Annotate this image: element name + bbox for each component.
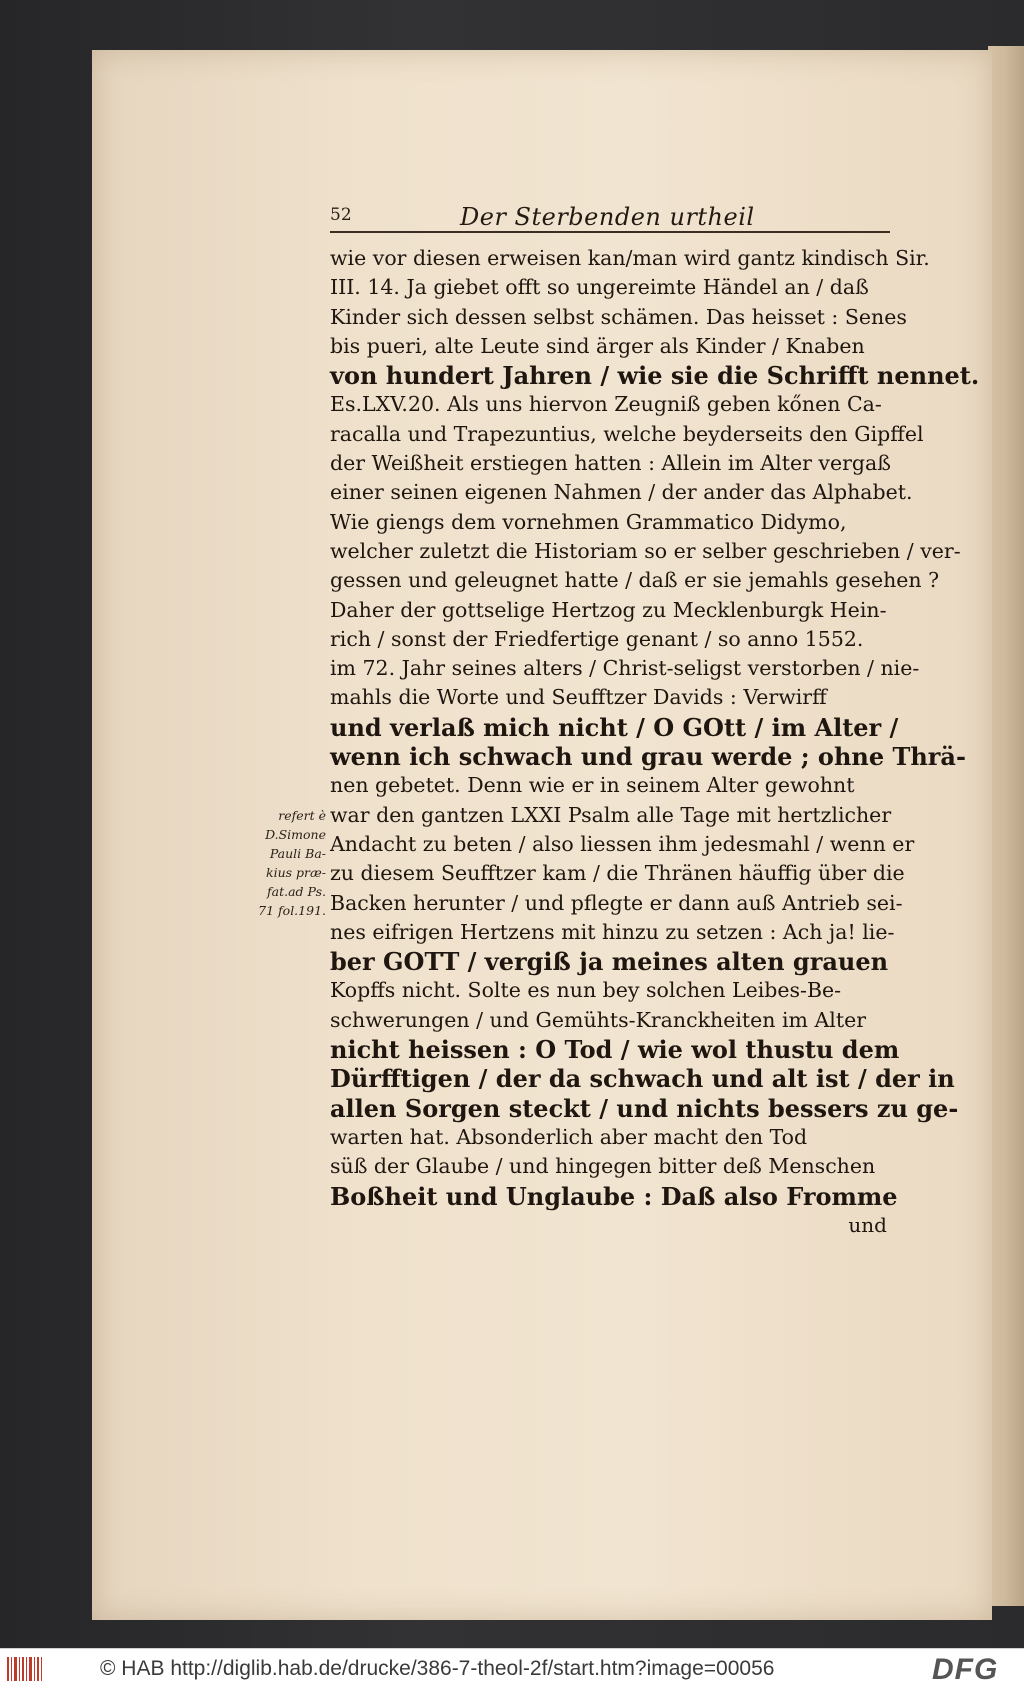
marginal-note-line: refert è xyxy=(278,808,326,823)
text-line: einer seinen eigenen Nahmen / der ander das Alphabet. xyxy=(330,480,913,505)
text-line: bis pueri, alte Leute sind ärger als Kinder / Knaben xyxy=(330,333,865,358)
text-line: nes eifrigen Hertzens mit hinzu zu setzen : Ach ja! lie- xyxy=(330,919,895,944)
page-header xyxy=(330,203,890,233)
text-line: zu diesem Seufftzer kam / die Thränen häuffig über die xyxy=(330,861,905,886)
marginal-note-line: fat.ad Ps. xyxy=(267,884,326,899)
marginal-note xyxy=(240,806,326,920)
text-line: Dürfftigen / der da schwach und alt ist / der in xyxy=(330,1064,955,1094)
text-line: allen Sorgen steckt / und nichts bessers zu ge- xyxy=(330,1093,959,1123)
marginal-note-line: D.Simone xyxy=(265,827,326,842)
text-line: der Weißheit erstiegen hatten : Allein im Alter vergaß xyxy=(330,451,891,476)
marginal-note-line: kius præ- xyxy=(266,865,326,880)
text-line: von hundert Jahren / wie sie die Schrifft nennet. xyxy=(330,361,980,391)
text-line: welcher zuletzt die Historiam so er selber geschrieben / ver- xyxy=(330,538,961,563)
text-line: Andacht zu beten / also liessen ihm jedesmahl / wenn er xyxy=(330,831,915,856)
text-line: nicht heissen : O Tod / wie wol thustu dem xyxy=(330,1035,900,1065)
text-line: schwerungen / und Gemühts-Kranckheiten im Alter xyxy=(330,1007,867,1032)
text-line: racalla und Trapezuntius, welche beyderseits den Gipffel xyxy=(330,421,924,446)
text-line: Kopffs nicht. Solte es nun bey solchen Leibes-Be- xyxy=(330,978,842,1003)
text-line: süß der Glaube / und hingegen bitter deß Menschen xyxy=(330,1154,876,1179)
text-line: Wie giengs dem vornehmen Grammatico Didymo, xyxy=(330,509,847,534)
text-line: Daher der gottselige Hertzog zu Mecklenburgk Hein- xyxy=(330,597,887,622)
adjacent-page-edge xyxy=(988,46,1024,1606)
text-line: Boßheit und Unglaube : Daß also Fromme xyxy=(330,1181,898,1211)
text-line: mahls die Worte und Seufftzer Davids : Verwirff xyxy=(330,685,827,710)
text-line: rich / sonst der Friedfertige genant / so anno 1552. xyxy=(330,626,864,651)
text-line: Backen herunter / und pflegte er dann auß Antrieb sei- xyxy=(330,890,903,915)
copyright-url[interactable]: © HAB http://diglib.hab.de/drucke/386-7-theol-2f/start.htm?image=00056 xyxy=(100,1657,775,1680)
page-number: 52 xyxy=(330,205,352,225)
text-line: im 72. Jahr seines alters / Christ-seligst verstorben / nie- xyxy=(330,656,920,681)
text-line: III. 14. Ja giebet offt so ungereimte Händel an / daß xyxy=(330,275,869,300)
text-line: war den gantzen LXXI Psalm alle Tage mit hertzlicher xyxy=(330,802,892,827)
barcode-icon xyxy=(6,1655,46,1683)
marginal-note-line: Pauli Ba- xyxy=(269,846,326,861)
text-line: wie vor diesen erweisen kan/man wird gantz kindisch Sir. xyxy=(330,246,930,270)
text-line: ber GOTT / vergiß ja meines alten grauen xyxy=(330,947,889,977)
dfg-logo: DFG xyxy=(932,1653,999,1686)
text-line: gessen und geleugnet hatte / daß er sie jemahls gesehen ? xyxy=(330,568,940,593)
body-text xyxy=(330,244,980,1240)
text-line: nen gebetet. Denn wie er in seinem Alter gewohnt xyxy=(330,773,855,798)
text-line: wenn ich schwach und grau werde ; ohne Thrä- xyxy=(330,742,966,772)
marginal-note-line: 71 fol.191. xyxy=(258,903,326,918)
text-line: Es.LXV.20. Als uns hiervon Zeugniß geben kőnen Ca- xyxy=(330,392,882,417)
text-line: und verlaß mich nicht / O GOtt / im Alter / xyxy=(330,712,899,742)
running-head: Der Sterbenden urtheil xyxy=(460,203,755,231)
text-line: warten hat. Absonderlich aber macht den Tod xyxy=(330,1124,808,1149)
text-line: Kinder sich dessen selbst schämen. Das heisset : Senes xyxy=(330,304,907,329)
catchword: und xyxy=(848,1212,887,1237)
viewer-footer xyxy=(0,1648,1024,1689)
